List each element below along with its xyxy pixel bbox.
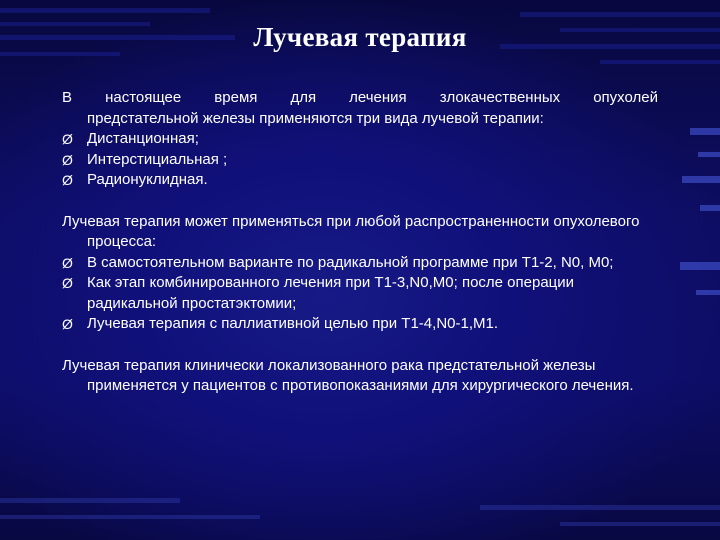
slide-title: Лучевая терапия: [253, 22, 467, 52]
stripe: [682, 176, 720, 183]
stripe: [700, 205, 720, 211]
spacer: [62, 191, 658, 212]
list-item: [62, 253, 658, 274]
list-item: [62, 273, 658, 314]
list-item-text: В самостоятельном варианте по радикальной программе при Т1-2, N0, M0;: [87, 253, 614, 271]
section1-lead-line2: предстательной железы применяются три вида лучевой терапии:: [87, 109, 544, 127]
section1-lead: [62, 88, 658, 129]
list-item: [62, 150, 658, 171]
list-item-text: Как этап комбинированного лечения при Т1-3,N0,M0; после операции радикальной простатэктомии;: [87, 274, 575, 312]
stripe: [0, 498, 180, 503]
stripe: [690, 128, 720, 135]
arrow-bullet-icon: Ø: [62, 254, 73, 271]
list-item-text: Лучевая терапия с паллиативной целью при Т1-4,N0-1,M1.: [87, 315, 498, 332]
stripe: [680, 262, 720, 270]
stripe: [696, 290, 720, 295]
arrow-bullet-icon: Ø: [62, 151, 73, 168]
section2-lead: Лучевая терапия может применяться при любой распространенности опухолевого процесса:: [62, 212, 640, 250]
list-item-text: Интерстициальная ;: [87, 150, 228, 168]
stripe: [600, 60, 720, 64]
stripe: [0, 8, 210, 13]
list-item: [62, 129, 658, 150]
stripe: [560, 522, 720, 526]
stripe: [0, 515, 260, 519]
list-item-text: Дистанционная;: [87, 130, 199, 147]
section1-lead-line1: В настоящее время для лечения злокачественных опухолей: [62, 89, 658, 106]
arrow-bullet-icon: Ø: [62, 316, 73, 332]
slide-body: [62, 88, 658, 397]
section2-list: [62, 253, 658, 335]
stripe: [480, 505, 720, 510]
stripe: [698, 152, 720, 157]
list-item: [62, 170, 658, 191]
arrow-bullet-icon: Ø: [62, 275, 73, 291]
spacer: [62, 335, 658, 356]
list-item-text: Радионуклидная.: [87, 171, 208, 188]
section1-list: [62, 129, 658, 191]
arrow-bullet-icon: Ø: [62, 172, 73, 188]
arrow-bullet-icon: Ø: [62, 131, 73, 147]
list-item: [62, 314, 658, 335]
section3-paragraph: Лучевая терапия клинически локализованного рака предстательной железы применяется у пациентов с противопоказаниями для хирургического лечения.: [62, 356, 634, 394]
stripe: [520, 12, 720, 17]
